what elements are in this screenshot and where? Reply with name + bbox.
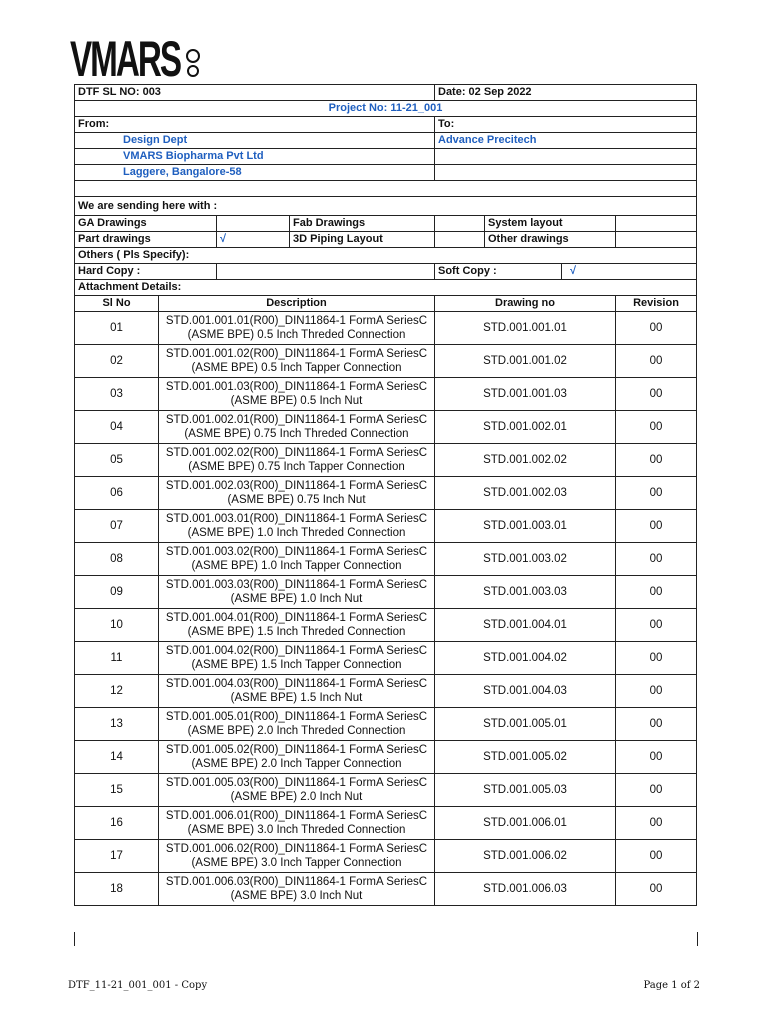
part-drawings: Part drawings xyxy=(75,232,217,248)
table-row xyxy=(75,477,697,510)
sl-no-cell: 10 xyxy=(75,609,159,642)
table-row xyxy=(75,345,697,378)
revision-cell: 00 xyxy=(616,807,697,840)
sl-no-cell: 13 xyxy=(75,708,159,741)
sl-no-cell: 01 xyxy=(75,312,159,345)
project-no: Project No: 11-21_001 xyxy=(75,101,697,117)
sl-no-cell: 18 xyxy=(75,873,159,906)
from-label: From: xyxy=(75,117,435,133)
description-cell: STD.001.001.03(R00)_DIN11864-1 FormA SeriesC (ASME BPE) 0.5 Inch Nut xyxy=(159,378,435,411)
date: Date: 02 Sep 2022 xyxy=(435,85,697,101)
col-sl-no: Sl No xyxy=(75,296,159,312)
drawing-no-cell: STD.001.001.01 xyxy=(435,312,616,345)
revision-cell: 00 xyxy=(616,411,697,444)
revision-cell: 00 xyxy=(616,774,697,807)
description-cell: STD.001.002.01(R00)_DIN11864-1 FormA SeriesC (ASME BPE) 0.75 Inch Threded Connection xyxy=(159,411,435,444)
sl-no-cell: 06 xyxy=(75,477,159,510)
table-row xyxy=(75,378,697,411)
table-row xyxy=(75,642,697,675)
table-tail xyxy=(74,932,698,946)
sl-no-cell: 08 xyxy=(75,543,159,576)
transmittal-form xyxy=(74,84,697,906)
table-row xyxy=(75,312,697,345)
drawing-no-cell: STD.001.003.03 xyxy=(435,576,616,609)
table-row xyxy=(75,675,697,708)
from-line-2: VMARS Biopharma Pvt Ltd xyxy=(75,149,435,165)
sl-no-cell: 04 xyxy=(75,411,159,444)
sl-no-cell: 03 xyxy=(75,378,159,411)
drawing-no-cell: STD.001.002.02 xyxy=(435,444,616,477)
table-row xyxy=(75,873,697,906)
sl-no-cell: 12 xyxy=(75,675,159,708)
vmars-logo xyxy=(68,30,208,87)
table-row xyxy=(75,510,697,543)
description-cell: STD.001.004.01(R00)_DIN11864-1 FormA SeriesC (ASME BPE) 1.5 Inch Threded Connection xyxy=(159,609,435,642)
drawing-no-cell: STD.001.001.02 xyxy=(435,345,616,378)
table-row xyxy=(75,543,697,576)
revision-cell: 00 xyxy=(616,609,697,642)
others-specify: Others ( Pls Specify): xyxy=(75,248,697,264)
table-row xyxy=(75,411,697,444)
sl-no-cell: 09 xyxy=(75,576,159,609)
drawing-no-cell: STD.001.002.03 xyxy=(435,477,616,510)
from-line-1: Design Dept xyxy=(75,133,435,149)
other-drawings: Other drawings xyxy=(485,232,616,248)
revision-cell: 00 xyxy=(616,312,697,345)
table-row xyxy=(75,444,697,477)
sl-no-cell: 17 xyxy=(75,840,159,873)
description-cell: STD.001.006.01(R00)_DIN11864-1 FormA SeriesC (ASME BPE) 3.0 Inch Threded Connection xyxy=(159,807,435,840)
drawing-no-cell: STD.001.004.01 xyxy=(435,609,616,642)
dtf-sl-no: DTF SL NO: 003 xyxy=(75,85,435,101)
3d-piping-layout: 3D Piping Layout xyxy=(290,232,435,248)
revision-cell: 00 xyxy=(616,477,697,510)
description-cell: STD.001.004.02(R00)_DIN11864-1 FormA SeriesC (ASME BPE) 1.5 Inch Tapper Connection xyxy=(159,642,435,675)
revision-cell: 00 xyxy=(616,675,697,708)
table-row xyxy=(75,576,697,609)
to-label: To: xyxy=(435,117,697,133)
revision-cell: 00 xyxy=(616,741,697,774)
ga-drawings: GA Drawings xyxy=(75,216,217,232)
drawing-no-cell: STD.001.004.03 xyxy=(435,675,616,708)
drawing-no-cell: STD.001.005.01 xyxy=(435,708,616,741)
sending-label: We are sending here with : xyxy=(75,197,697,216)
table-row xyxy=(75,840,697,873)
revision-cell: 00 xyxy=(616,576,697,609)
description-cell: STD.001.003.01(R00)_DIN11864-1 FormA SeriesC (ASME BPE) 1.0 Inch Threded Connection xyxy=(159,510,435,543)
drawing-no-cell: STD.001.005.02 xyxy=(435,741,616,774)
fab-drawings: Fab Drawings xyxy=(290,216,435,232)
sl-no-cell: 15 xyxy=(75,774,159,807)
system-layout: System layout xyxy=(485,216,616,232)
description-cell: STD.001.002.03(R00)_DIN11864-1 FormA SeriesC (ASME BPE) 0.75 Inch Nut xyxy=(159,477,435,510)
description-cell: STD.001.006.03(R00)_DIN11864-1 FormA SeriesC (ASME BPE) 3.0 Inch Nut xyxy=(159,873,435,906)
description-cell: STD.001.001.02(R00)_DIN11864-1 FormA SeriesC (ASME BPE) 0.5 Inch Tapper Connection xyxy=(159,345,435,378)
description-cell: STD.001.003.02(R00)_DIN11864-1 FormA SeriesC (ASME BPE) 1.0 Inch Tapper Connection xyxy=(159,543,435,576)
hard-copy-label: Hard Copy : xyxy=(75,264,217,280)
table-row xyxy=(75,708,697,741)
revision-cell: 00 xyxy=(616,873,697,906)
table-row xyxy=(75,807,697,840)
drawing-no-cell: STD.001.006.02 xyxy=(435,840,616,873)
attachment-details: Attachment Details: xyxy=(75,280,697,296)
table-row xyxy=(75,774,697,807)
revision-cell: 00 xyxy=(616,543,697,576)
description-cell: STD.001.006.02(R00)_DIN11864-1 FormA SeriesC (ASME BPE) 3.0 Inch Tapper Connection xyxy=(159,840,435,873)
sl-no-cell: 11 xyxy=(75,642,159,675)
drawing-no-cell: STD.001.003.02 xyxy=(435,543,616,576)
svg-text:VMARS: VMARS xyxy=(70,31,182,87)
drawing-no-cell: STD.001.006.01 xyxy=(435,807,616,840)
revision-cell: 00 xyxy=(616,642,697,675)
table-row xyxy=(75,741,697,774)
revision-cell: 00 xyxy=(616,444,697,477)
table-row xyxy=(75,609,697,642)
sl-no-cell: 16 xyxy=(75,807,159,840)
drawing-no-cell: STD.001.006.03 xyxy=(435,873,616,906)
col-drawing-no: Drawing no xyxy=(435,296,616,312)
revision-cell: 00 xyxy=(616,708,697,741)
from-line-3: Laggere, Bangalore-58 xyxy=(75,165,435,181)
description-cell: STD.001.005.03(R00)_DIN11864-1 FormA SeriesC (ASME BPE) 2.0 Inch Nut xyxy=(159,774,435,807)
sl-no-cell: 07 xyxy=(75,510,159,543)
footer-page: Page 1 of 2 xyxy=(643,980,700,991)
revision-cell: 00 xyxy=(616,345,697,378)
to-line: Advance Precitech xyxy=(435,133,697,149)
description-cell: STD.001.005.01(R00)_DIN11864-1 FormA SeriesC (ASME BPE) 2.0 Inch Threded Connection xyxy=(159,708,435,741)
logo-mark-icon xyxy=(187,50,199,62)
description-cell: STD.001.005.02(R00)_DIN11864-1 FormA SeriesC (ASME BPE) 2.0 Inch Tapper Connection xyxy=(159,741,435,774)
drawing-no-cell: STD.001.002.01 xyxy=(435,411,616,444)
revision-cell: 00 xyxy=(616,378,697,411)
description-cell: STD.001.004.03(R00)_DIN11864-1 FormA SeriesC (ASME BPE) 1.5 Inch Nut xyxy=(159,675,435,708)
revision-cell: 00 xyxy=(616,510,697,543)
drawing-no-cell: STD.001.005.03 xyxy=(435,774,616,807)
soft-copy-label: Soft Copy : xyxy=(435,264,562,280)
drawing-no-cell: STD.001.001.03 xyxy=(435,378,616,411)
sl-no-cell: 02 xyxy=(75,345,159,378)
part-drawings-check: √ xyxy=(217,232,290,248)
col-revision: Revision xyxy=(616,296,697,312)
footer-doc-name: DTF_11-21_001_001 - Copy xyxy=(68,980,208,991)
description-cell: STD.001.002.02(R00)_DIN11864-1 FormA SeriesC (ASME BPE) 0.75 Inch Tapper Connection xyxy=(159,444,435,477)
sl-no-cell: 14 xyxy=(75,741,159,774)
drawing-no-cell: STD.001.004.02 xyxy=(435,642,616,675)
drawing-no-cell: STD.001.003.01 xyxy=(435,510,616,543)
revision-cell: 00 xyxy=(616,840,697,873)
col-description: Description xyxy=(159,296,435,312)
soft-copy-check: √ xyxy=(562,264,697,280)
description-cell: STD.001.003.03(R00)_DIN11864-1 FormA SeriesC (ASME BPE) 1.0 Inch Nut xyxy=(159,576,435,609)
description-cell: STD.001.001.01(R00)_DIN11864-1 FormA SeriesC (ASME BPE) 0.5 Inch Threded Connection xyxy=(159,312,435,345)
sl-no-cell: 05 xyxy=(75,444,159,477)
